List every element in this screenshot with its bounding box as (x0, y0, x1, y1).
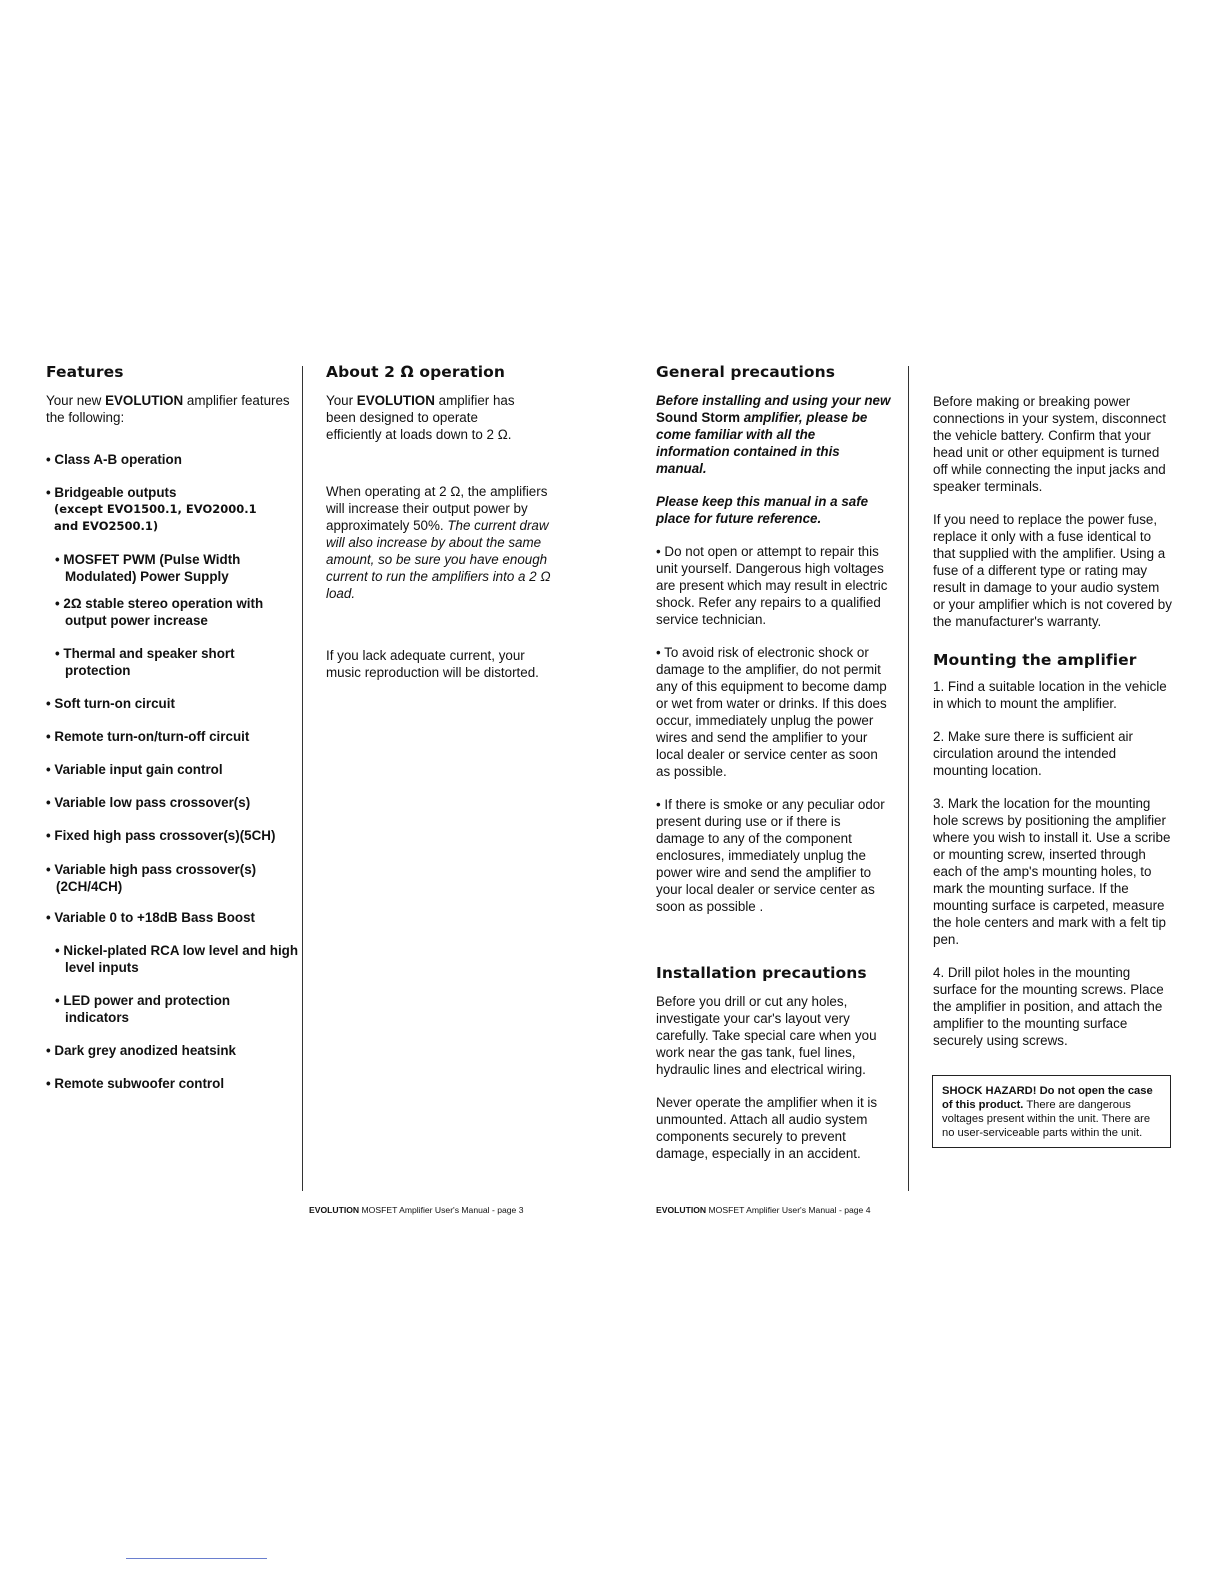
brand-name: EVOLUTION (105, 393, 184, 408)
installation-precautions-heading: Installation precautions (656, 964, 867, 982)
features-heading: Features (46, 363, 124, 381)
feature-item: • Remote turn-on/turn-off circuit (46, 729, 250, 744)
mounting-step-3: 3. Mark the location for the mounting hole screws by positioning the amplifier where you wish to install it. Use a scribe or mounting screw, inserted through each of the amp's mounting holes, to mark the mounting surface. If the mounting surface is carpeted, measure the hole centers and mark with a felt tip pen. (933, 796, 1171, 947)
feature-item: • Fixed high pass crossover(s)(5CH) (46, 828, 276, 843)
power-paragraph-1: Before making or breaking power connections in your system, disconnect the vehicle battery. Confirm that your head unit or other equipment is turned off while connecting the input jacks and speaker terminals. (933, 394, 1166, 494)
about-paragraph-2: When operating at 2 Ω, the amplifiers will increase their output power by approximately 50%. The current draw will also increase by about the same amount, so be sure you have enough current to run the amplifiers into a 2 Ω load. (326, 484, 551, 601)
mounting-column (933, 393, 1173, 1049)
general-bullet-1: • Do not open or attempt to repair this unit yourself. Dangerous high voltages are present which may result in electric shock. Refer any repairs to a qualified service technician. (656, 544, 888, 627)
divider-line (908, 366, 909, 1191)
about-column (326, 362, 566, 681)
installation-paragraph-2: Never operate the amplifier when it is unmounted. Attach all audio system components securely to prevent damage, especially in an accident. (656, 1095, 878, 1161)
feature-item: • Variable high pass crossover(s) (2CH/4CH) (46, 862, 257, 894)
feature-list (46, 451, 299, 1092)
mounting-step-1: 1. Find a suitable location in the vehicle in which to mount the amplifier. (933, 679, 1167, 711)
divider-line (302, 366, 303, 1191)
feature-item: • Variable low pass crossover(s) (46, 795, 251, 810)
general-precautions-heading: General precautions (656, 363, 836, 381)
about-paragraph-1: Your EVOLUTION amplifier has been designed to operate efficiently at loads down to 2 Ω. (326, 393, 515, 442)
power-paragraph-2: If you need to replace the power fuse, replace it only with a fuse identical to that supplied with the amplifier. Using a fuse of a different type or rating may result in damage to your audio system or your amplifier which is not covered by the manufacturer's warranty. (933, 512, 1172, 629)
features-intro: Your new EVOLUTION amplifier features the following: (46, 393, 290, 425)
decorative-line (126, 1558, 267, 1559)
feature-item: • Bridgeable outputs (46, 485, 177, 500)
brand-name: EVOLUTION (356, 393, 435, 408)
installation-paragraph-1: Before you drill or cut any holes, investigate your car's layout very carefully. Take special care when you work near the gas tank, fuel lines, hydraulic lines and electrical wiring. (656, 994, 877, 1077)
mounting-step-4: 4. Drill pilot holes in the mounting surface for the mounting screws. Place the amplifier in position, and attach the amplifier to the mounting surface securely using screws. (933, 965, 1164, 1048)
general-intro: Before installing and using your new Sound Storm amplifier, please be come familiar with all the information contained in this manual. (656, 393, 891, 476)
features-column (46, 362, 299, 1092)
footer-page-4: EVOLUTION MOSFET Amplifier User's Manual - page 4 (656, 1205, 871, 1215)
feature-item: • Nickel-plated RCA low level and high level inputs (55, 943, 299, 975)
feature-item: • Dark grey anodized heatsink (46, 1043, 236, 1058)
mounting-heading: Mounting the amplifier (933, 651, 1137, 669)
shock-hazard-box: SHOCK HAZARD! Do not open the case of this product. There are dangerous voltages present within the unit. There are no user-serviceable parts within the unit. (932, 1075, 1171, 1148)
mounting-step-2: 2. Make sure there is sufficient air circulation around the intended mounting location. (933, 729, 1133, 778)
feature-item: • Variable 0 to +18dB Bass Boost (46, 910, 255, 925)
feature-item: • Class A-B operation (46, 452, 182, 467)
feature-item: • Variable input gain control (46, 762, 223, 777)
general-bullet-3: • If there is smoke or any peculiar odor present during use or if there is damage to any of the component enclosures, immediately unplug the power wire and send the amplifier to your local dealer or service center as soon as possible . (656, 797, 885, 914)
feature-item: • Remote subwoofer control (46, 1076, 225, 1091)
general-keep-manual: Please keep this manual in a safe place for future reference. (656, 494, 869, 526)
about-heading: About 2 Ω operation (326, 363, 505, 381)
feature-item: • LED power and protection indicators (55, 993, 231, 1025)
footer-page-3: EVOLUTION MOSFET Amplifier User's Manual - page 3 (309, 1205, 524, 1215)
precautions-column (656, 362, 892, 1162)
feature-item: • MOSFET PWM (Pulse Width Modulated) Power Supply (55, 552, 241, 584)
feature-item: • Soft turn-on circuit (46, 696, 175, 711)
feature-item: • Thermal and speaker short protection (55, 646, 235, 678)
about-paragraph-3: If you lack adequate current, your music reproduction will be distorted. (326, 648, 539, 680)
feature-item-sub: (except EVO1500.1, EVO2000.1 and EVO2500.1) (54, 502, 257, 533)
general-bullet-2: • To avoid risk of electronic shock or damage to the amplifier, do not permit any of this equipment to become damp or wet from water or drinks. If this does occur, immediately unplug the power wires and send the amplifier to your local dealer or service center as soon as possible. (656, 645, 887, 779)
feature-item: • 2Ω stable stereo operation with output power increase (55, 596, 264, 628)
